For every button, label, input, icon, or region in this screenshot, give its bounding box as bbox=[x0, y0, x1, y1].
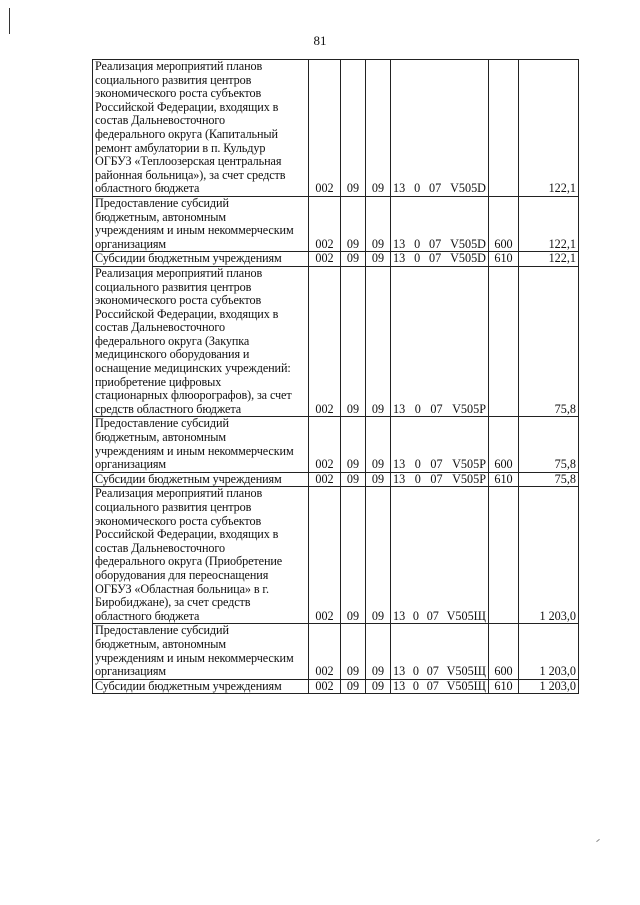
amount-value: 122,1 bbox=[519, 252, 579, 267]
target-article-code bbox=[391, 196, 489, 251]
target-article-code bbox=[391, 679, 489, 694]
csr-direction: 07 bbox=[430, 401, 443, 416]
expense-type-code bbox=[489, 60, 519, 197]
csr-subprogram: 0 bbox=[414, 471, 421, 486]
amount-value: 75,8 bbox=[519, 266, 579, 417]
table-row bbox=[93, 472, 579, 487]
row-name: Предоставление субсидий бюджетным, автономным учреждениям и иным некоммерческим организациям bbox=[93, 417, 309, 472]
csr-item: V505Щ bbox=[446, 664, 486, 679]
csr-subprogram: 0 bbox=[414, 181, 421, 196]
csr-program: 13 bbox=[393, 181, 406, 196]
section-code: 09 bbox=[341, 679, 366, 694]
subsection-code: 09 bbox=[366, 487, 391, 624]
table-body bbox=[93, 60, 579, 694]
expense-type-code: 610 bbox=[489, 472, 519, 487]
csr-subprogram: 0 bbox=[414, 401, 421, 416]
csr-item: V505P bbox=[452, 471, 486, 486]
csr-item: V505P bbox=[452, 401, 486, 416]
csr-item: V505P bbox=[452, 457, 486, 472]
row-name: Субсидии бюджетным учреждениям bbox=[93, 252, 309, 267]
amount-value: 75,8 bbox=[519, 472, 579, 487]
table-row bbox=[93, 266, 579, 417]
subsection-code: 09 bbox=[366, 252, 391, 267]
table-row bbox=[93, 679, 579, 694]
csr-subprogram: 0 bbox=[414, 457, 421, 472]
row-name: Предоставление субсидий бюджетным, автономным учреждениям и иным некоммерческим организациям bbox=[93, 624, 309, 679]
subsection-code: 09 bbox=[366, 266, 391, 417]
ministry-code: 002 bbox=[309, 196, 341, 251]
amount-value: 122,1 bbox=[519, 196, 579, 251]
amount-value: 122,1 bbox=[519, 60, 579, 197]
csr-program: 13 bbox=[393, 608, 406, 623]
row-name: Субсидии бюджетным учреждениям bbox=[93, 679, 309, 694]
subsection-code: 09 bbox=[366, 417, 391, 472]
csr-program: 13 bbox=[393, 251, 406, 266]
ministry-code: 002 bbox=[309, 679, 341, 694]
csr-item: V505Щ bbox=[446, 608, 486, 623]
row-name: Реализация мероприятий планов социального развития центров экономического роста субъектов Российской Федерации, входящих в состав Дальневосточного федерального округа (Закупка медицинского оборудования и оснащение медицинских учреждений: приобретение цифровых стационарных флюорографов), за счет средств областного бюджета bbox=[93, 266, 309, 417]
target-article-code bbox=[391, 266, 489, 417]
target-article-code bbox=[391, 417, 489, 472]
row-name: Реализация мероприятий планов социального развития центров экономического роста субъектов Российской Федерации, входящих в состав Дальневосточного федерального округа (Капитальный ремонт амбулатории в п. Кульдур ОГБУЗ «Теплоозерская центральная районная больница»), за счет средств областного бюджета bbox=[93, 60, 309, 197]
row-name: Предоставление субсидий бюджетным, автономным учреждениям и иным некоммерческим организациям bbox=[93, 196, 309, 251]
table-row bbox=[93, 60, 579, 197]
ministry-code: 002 bbox=[309, 624, 341, 679]
expense-type-code bbox=[489, 266, 519, 417]
ministry-code: 002 bbox=[309, 417, 341, 472]
subsection-code: 09 bbox=[366, 196, 391, 251]
scan-edge-mark bbox=[9, 8, 10, 34]
row-name: Субсидии бюджетным учреждениям bbox=[93, 472, 309, 487]
csr-program: 13 bbox=[393, 401, 406, 416]
csr-direction: 07 bbox=[429, 236, 442, 251]
ministry-code: 002 bbox=[309, 60, 341, 197]
budget-table bbox=[92, 59, 579, 694]
target-article-code bbox=[391, 60, 489, 197]
csr-program: 13 bbox=[393, 471, 406, 486]
csr-subprogram: 0 bbox=[412, 664, 419, 679]
csr-item: V505D bbox=[450, 236, 486, 251]
subsection-code: 09 bbox=[366, 60, 391, 197]
csr-direction: 07 bbox=[429, 181, 442, 196]
amount-value: 1 203,0 bbox=[519, 624, 579, 679]
page-number: 81 bbox=[313, 33, 327, 48]
amount-value: 1 203,0 bbox=[519, 679, 579, 694]
ministry-code: 002 bbox=[309, 472, 341, 487]
csr-program: 13 bbox=[393, 457, 406, 472]
section-code: 09 bbox=[341, 266, 366, 417]
csr-direction: 07 bbox=[426, 608, 439, 623]
table-row bbox=[93, 624, 579, 679]
csr-subprogram: 0 bbox=[412, 608, 419, 623]
expense-type-code: 610 bbox=[489, 252, 519, 267]
csr-direction: 07 bbox=[430, 457, 443, 472]
subsection-code: 09 bbox=[366, 472, 391, 487]
target-article-code bbox=[391, 487, 489, 624]
scan-tick-mark bbox=[596, 839, 600, 842]
subsection-code: 09 bbox=[366, 624, 391, 679]
row-name: Реализация мероприятий планов социального развития центров экономического роста субъектов Российской Федерации, входящих в состав Дальневосточного федерального округа (Приобретение оборудования для переоснащения ОГБУЗ «Областная больница» в г. Биробиджане), за счет средств областного бюджета bbox=[93, 487, 309, 624]
csr-direction: 07 bbox=[426, 664, 439, 679]
section-code: 09 bbox=[341, 417, 366, 472]
csr-direction: 07 bbox=[429, 251, 442, 266]
csr-direction: 07 bbox=[430, 471, 443, 486]
csr-item: V505D bbox=[450, 181, 486, 196]
csr-program: 13 bbox=[393, 664, 406, 679]
csr-item: V505Щ bbox=[446, 678, 486, 693]
table-row bbox=[93, 196, 579, 251]
target-article-code bbox=[391, 624, 489, 679]
csr-subprogram: 0 bbox=[414, 236, 421, 251]
section-code: 09 bbox=[341, 196, 366, 251]
subsection-code: 09 bbox=[366, 679, 391, 694]
expense-type-code: 610 bbox=[489, 679, 519, 694]
section-code: 09 bbox=[341, 487, 366, 624]
csr-subprogram: 0 bbox=[412, 678, 419, 693]
expense-type-code: 600 bbox=[489, 196, 519, 251]
table-row bbox=[93, 252, 579, 267]
amount-value: 1 203,0 bbox=[519, 487, 579, 624]
csr-item: V505D bbox=[450, 251, 486, 266]
section-code: 09 bbox=[341, 60, 366, 197]
ministry-code: 002 bbox=[309, 252, 341, 267]
expense-type-code: 600 bbox=[489, 417, 519, 472]
expense-type-code: 600 bbox=[489, 624, 519, 679]
target-article-code bbox=[391, 472, 489, 487]
table-row bbox=[93, 417, 579, 472]
ministry-code: 002 bbox=[309, 487, 341, 624]
section-code: 09 bbox=[341, 252, 366, 267]
table-row bbox=[93, 487, 579, 624]
ministry-code: 002 bbox=[309, 266, 341, 417]
csr-subprogram: 0 bbox=[414, 251, 421, 266]
target-article-code bbox=[391, 252, 489, 267]
csr-direction: 07 bbox=[426, 678, 439, 693]
section-code: 09 bbox=[341, 472, 366, 487]
expense-type-code bbox=[489, 487, 519, 624]
csr-program: 13 bbox=[393, 236, 406, 251]
csr-program: 13 bbox=[393, 678, 406, 693]
amount-value: 75,8 bbox=[519, 417, 579, 472]
section-code: 09 bbox=[341, 624, 366, 679]
